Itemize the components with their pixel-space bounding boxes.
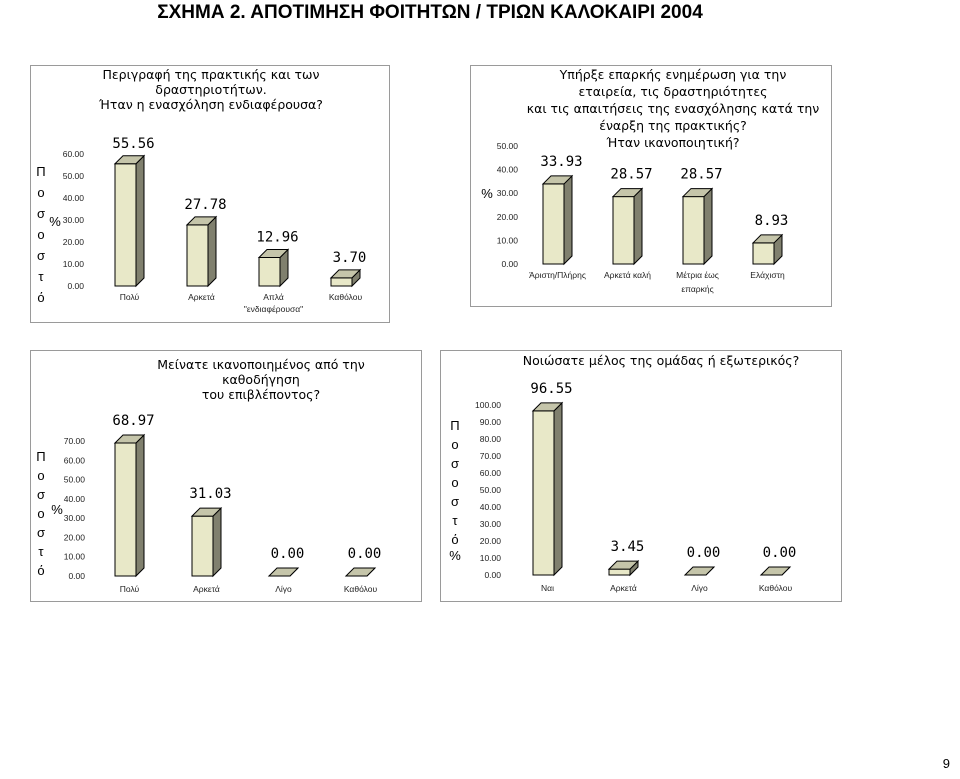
bar (533, 411, 554, 575)
chart-title-line: καθοδήγηση (222, 372, 300, 387)
chart-panel-2 (470, 65, 832, 307)
x-category-label: Πολύ (119, 584, 140, 594)
y-tick-label: 10.00 (496, 235, 518, 246)
y-axis-percent-label: % (51, 502, 63, 517)
y-axis-label-letter: Π (36, 449, 46, 464)
y-tick-label: 0.00 (67, 281, 84, 291)
bar-side (208, 217, 216, 286)
y-axis-label-letter: σ (36, 525, 46, 540)
bar-value-label: 3.45 (610, 539, 645, 556)
chart-title-line: Υπήρξε επαρκής ενημέρωση για την (559, 67, 787, 82)
bar-value-label: 0.00 (686, 545, 721, 561)
bar-value-label: 0.00 (270, 546, 305, 562)
bar (192, 516, 213, 576)
bar-side (564, 176, 572, 264)
y-axis-label-letter: Π (450, 418, 460, 433)
bar (259, 257, 280, 286)
bar-value-label: 33.93 (540, 153, 583, 170)
bar-value-label: 96.55 (530, 380, 573, 397)
x-category-label: επαρκής (681, 284, 714, 294)
bar-value-label: 0.00 (762, 545, 797, 561)
y-tick-label: 30.00 (63, 513, 85, 524)
x-category-label: Αρκετά (193, 584, 220, 594)
bar-side (213, 508, 221, 576)
chart-title-line: Ήταν η ενασχόληση ενδιαφέρουσα? (99, 97, 323, 112)
chart-team-membership (441, 351, 841, 601)
y-tick-label: 90.00 (479, 417, 501, 427)
page-number: 9 (942, 756, 950, 771)
y-tick-label: 30.00 (62, 215, 84, 225)
y-tick-label: 10.00 (62, 259, 84, 269)
bar (543, 184, 564, 264)
y-axis-label-letter: ο (37, 227, 45, 242)
y-axis-label-letter: σ (450, 494, 460, 509)
y-tick-label: 60.00 (63, 455, 85, 466)
y-tick-label: 10.00 (63, 551, 85, 562)
x-category-label: Άριστη/Πλήρης (529, 270, 586, 280)
y-tick-label: 0.00 (68, 571, 85, 581)
y-axis-label-letter: ο (451, 437, 459, 452)
y-axis-label-letter: ό (451, 532, 459, 547)
bar-value-label: 28.57 (680, 166, 723, 183)
y-tick-label: 40.00 (479, 502, 501, 512)
y-tick-label: 30.00 (496, 188, 518, 199)
y-tick-label: 50.00 (496, 141, 518, 151)
bar-side (136, 156, 144, 286)
bar-value-label: 8.93 (754, 212, 789, 229)
y-axis-label-letter: ό (37, 563, 45, 578)
x-category-label: Λίγο (691, 583, 708, 593)
x-category-label: Αρκετά (610, 583, 637, 593)
bar-side (136, 435, 144, 576)
y-tick-label: 70.00 (479, 451, 501, 461)
y-tick-label: 40.00 (63, 493, 85, 504)
chart-panel-1 (30, 65, 390, 323)
y-axis-label-letter: ο (37, 468, 45, 483)
bar-side (554, 403, 562, 575)
y-axis-label-letter: τ (38, 544, 44, 559)
chart-activity-interest (31, 66, 389, 322)
y-tick-label: 50.00 (479, 485, 501, 495)
chart-title-line: Νοιώσατε μέλος της ομάδας ή εξωτερικός? (522, 353, 800, 368)
y-tick-label: 20.00 (63, 532, 85, 543)
y-axis-percent-label: % (481, 186, 493, 201)
bar-top (346, 568, 375, 576)
y-tick-label: 60.00 (479, 468, 501, 478)
y-tick-label: 20.00 (479, 536, 501, 546)
bar-value-label: 0.00 (347, 546, 382, 562)
y-axis-label-letter: σ (36, 206, 46, 221)
y-axis-label-letter: ό (37, 290, 45, 305)
y-axis-label-letter: ο (37, 185, 45, 200)
chart-title-line: και τις απαιτήσεις της ενασχόλησης κατά την (526, 101, 820, 116)
y-axis-percent-label: % (49, 214, 61, 229)
x-category-label: Λίγο (275, 584, 292, 594)
x-category-label: Αρκετά (188, 292, 215, 302)
page-title: ΣΧΗΜΑ 2. ΑΠΟΤΙΜΗΣΗ ΦΟΙΤΗΤΩΝ / ΤΡΙΩΝ ΚΑΛΟΚΑΙΡΙ 2004 (157, 2, 703, 23)
y-tick-label: 0.00 (501, 259, 518, 269)
x-category-label: Καθόλου (343, 584, 378, 594)
y-tick-label: 30.00 (479, 519, 501, 529)
bar (683, 197, 704, 264)
y-tick-label: 50.00 (63, 474, 85, 485)
bar (187, 225, 208, 286)
chart-title-line: έναρξη της πρακτικής? (599, 118, 747, 133)
y-axis-percent-label: % (449, 548, 461, 563)
bar-top (761, 567, 790, 575)
bar (613, 197, 634, 264)
chart-panel-3 (30, 350, 422, 602)
y-tick-label: 0.00 (484, 570, 501, 580)
bar-value-label: 28.57 (610, 166, 653, 183)
y-tick-label: 60.00 (62, 149, 84, 159)
chart-initial-briefing (471, 66, 831, 306)
bar (331, 278, 352, 286)
x-category-label: Καθόλου (758, 583, 793, 593)
bar-side (704, 189, 712, 264)
chart-supervisor-guidance (31, 351, 421, 601)
x-category-label: Αρκετά καλή (603, 270, 652, 280)
bar-value-label: 3.70 (332, 249, 367, 266)
x-category-label: Ελάχιστη (750, 270, 785, 280)
chart-title-line: δραστηριοτήτων. (155, 82, 267, 97)
bar (115, 443, 136, 576)
x-category-label: Απλά (263, 292, 284, 302)
bar (753, 243, 774, 264)
y-axis-label-letter: ο (451, 475, 459, 490)
bar-value-label: 31.03 (189, 486, 232, 503)
bar-top (269, 568, 298, 576)
x-category-label: Ναι (541, 583, 554, 593)
y-axis-label-letter: Π (36, 164, 46, 179)
y-tick-label: 70.00 (63, 436, 85, 446)
y-tick-label: 40.00 (496, 164, 518, 175)
y-tick-label: 10.00 (479, 553, 501, 563)
y-axis-label-letter: ο (37, 506, 45, 521)
y-axis-label-letter: σ (450, 456, 460, 471)
bar-value-label: 55.56 (112, 135, 155, 152)
chart-title-line: εταιρεία, τις δραστηριότητες (578, 84, 768, 99)
bar-value-label: 12.96 (256, 229, 299, 246)
chart-title-line: Ήταν ικανοποιητική? (606, 135, 740, 150)
bar-value-label: 27.78 (184, 196, 227, 213)
bar (115, 164, 136, 286)
chart-title-line: Μείνατε ικανοποιημένος από την (157, 357, 365, 372)
x-category-label: "ενδιαφέρουσα" (243, 304, 304, 314)
y-axis-label-letter: σ (36, 487, 46, 502)
chart-title-line: Περιγραφή της πρακτικής και των (102, 67, 320, 82)
y-tick-label: 40.00 (62, 193, 84, 203)
x-category-label: Καθόλου (328, 292, 363, 302)
bar (609, 569, 630, 575)
bar-top (685, 567, 714, 575)
y-tick-label: 50.00 (62, 171, 84, 181)
x-category-label: Πολύ (119, 292, 140, 302)
y-axis-label-letter: τ (452, 513, 458, 528)
y-tick-label: 20.00 (62, 237, 84, 247)
y-axis-label-letter: τ (38, 269, 44, 284)
chart-panel-4 (440, 350, 842, 602)
y-tick-label: 20.00 (496, 211, 518, 222)
chart-title-line: του επιβλέποντος? (201, 387, 321, 402)
bar-side (634, 189, 642, 264)
y-tick-label: 100.00 (475, 400, 501, 410)
x-category-label: Μέτρια έως (676, 270, 719, 280)
bar-value-label: 68.97 (112, 412, 155, 429)
y-tick-label: 80.00 (479, 434, 501, 444)
y-axis-label-letter: σ (36, 248, 46, 263)
